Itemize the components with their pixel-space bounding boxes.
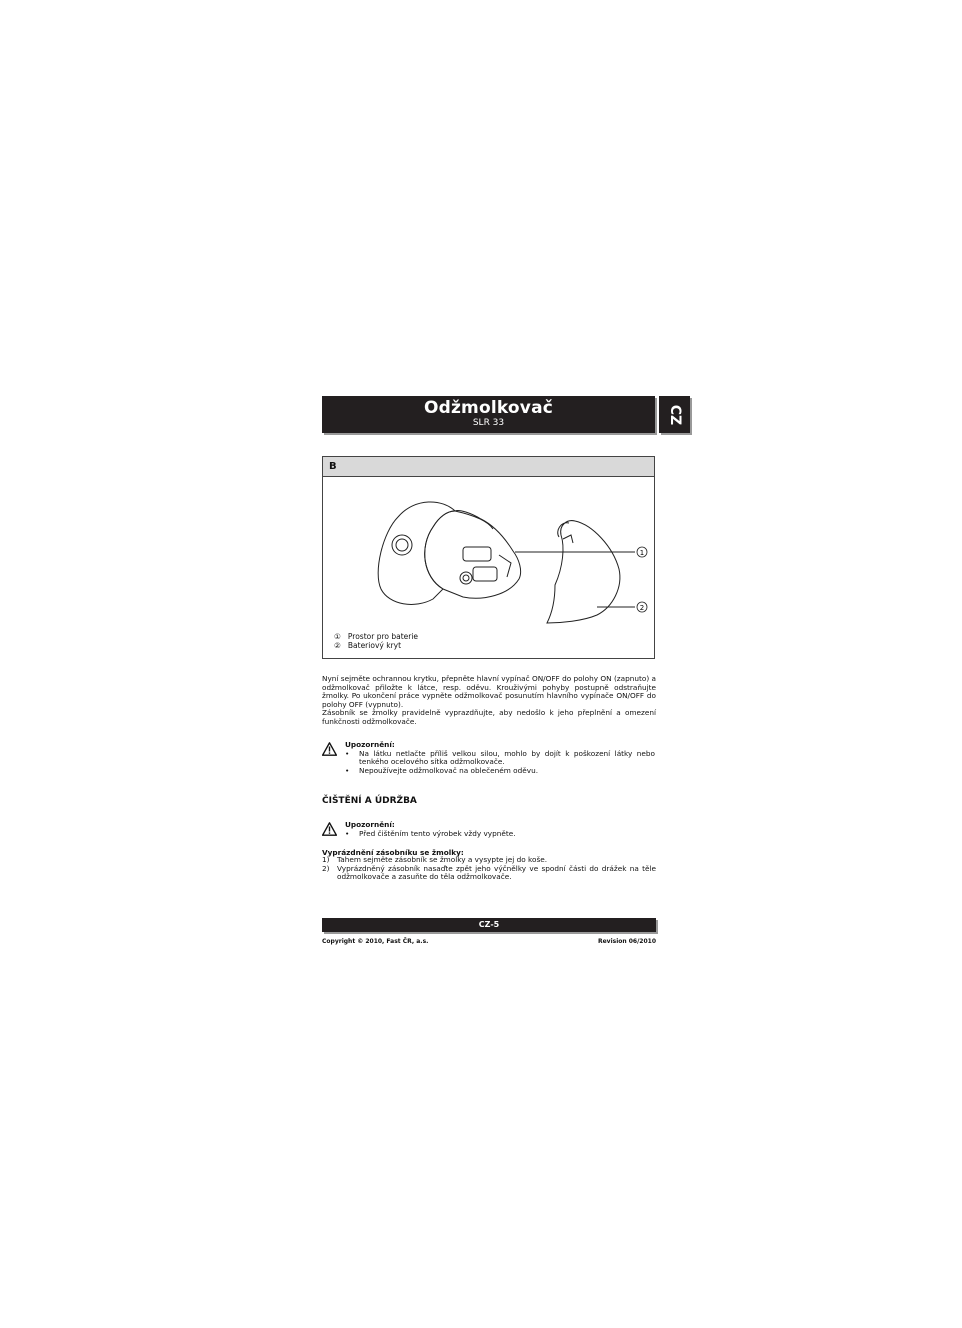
legend-text: Prostor pro baterie <box>347 632 419 641</box>
figure-legend <box>334 632 418 650</box>
instruction-paragraph: Nyní sejměte ochrannou krytku, přepněte hlavní vypínač ON/OFF do polohy ON (zapnuto) a odžmolkovač přiložte k látce, resp. oděvu. Krouživými pohyby postupně odstraňujte žmolky. Po ukončení práce vypněte odžmolkovač posunutím hlavního vypínače ON/OFF do polohy OFF (vypnuto). <box>322 674 656 709</box>
callout-2 <box>637 602 647 612</box>
warning-title: Upozornění: <box>345 820 395 829</box>
svg-text:2: 2 <box>639 604 645 612</box>
sub-heading: Vyprázdnění zásobníku se žmolky: <box>322 848 464 857</box>
legend-item <box>334 641 418 650</box>
step-number: 1) <box>322 855 330 864</box>
legend-number: ① <box>334 632 341 641</box>
instruction-paragraph: Zásobník se žmolky pravidelně vyprazdňujte, aby nedošlo k jeho přeplnění a omezení funkčnosti odžmolkovače. <box>322 708 656 726</box>
callout-1 <box>637 547 647 557</box>
step-number: 2) <box>322 863 330 873</box>
step-item <box>322 865 656 882</box>
steps-list <box>322 856 656 882</box>
revision-text: Revision 06/2010 <box>597 938 656 945</box>
warning-item: • Nepoužívejte odžmolkovač na oblečeném oděvu. <box>345 767 655 776</box>
warning-item: • Na látku netlačte příliš velkou silou, mohlo by dojít k poškození látky nebo tenkého ocelového sítka odžmolkovače. <box>345 750 655 767</box>
figure-label: B <box>323 457 654 477</box>
header-bar <box>322 396 655 433</box>
model-number: SLR 33 <box>472 418 505 428</box>
legend-number: ② <box>334 641 341 650</box>
warning-icon <box>322 742 337 756</box>
warning-icon <box>322 822 337 836</box>
page-number-bar: CZ-5 <box>322 918 656 932</box>
copyright-text: Copyright © 2010, Fast ČR, a.s. <box>322 938 429 945</box>
svg-text:1: 1 <box>639 549 645 557</box>
step-text: Vyprázdněný zásobník nasaďte zpět jeho výčnělky ve spodní části do drážek na těle odžmolkovače a zasuňte do těla odžmolkovače. <box>337 863 656 882</box>
figure-box <box>322 456 655 659</box>
warning-block <box>345 741 655 775</box>
warning-title: Upozornění: <box>345 740 395 749</box>
legend-text: Bateriový kryt <box>347 641 402 650</box>
language-tab <box>659 396 690 433</box>
language-code: CZ <box>666 404 683 425</box>
step-text: Tahem sejměte zásobník se žmolky a vysypte jej do koše. <box>337 855 548 864</box>
section-heading: ČIŠTĚNÍ A ÚDRŽBA <box>322 796 417 806</box>
legend-item <box>334 632 418 641</box>
warning-block <box>345 821 655 838</box>
warning-item: • Před čištěním tento výrobek vždy vypněte. <box>345 830 655 839</box>
page-title: Odžmolkovač <box>423 398 554 418</box>
